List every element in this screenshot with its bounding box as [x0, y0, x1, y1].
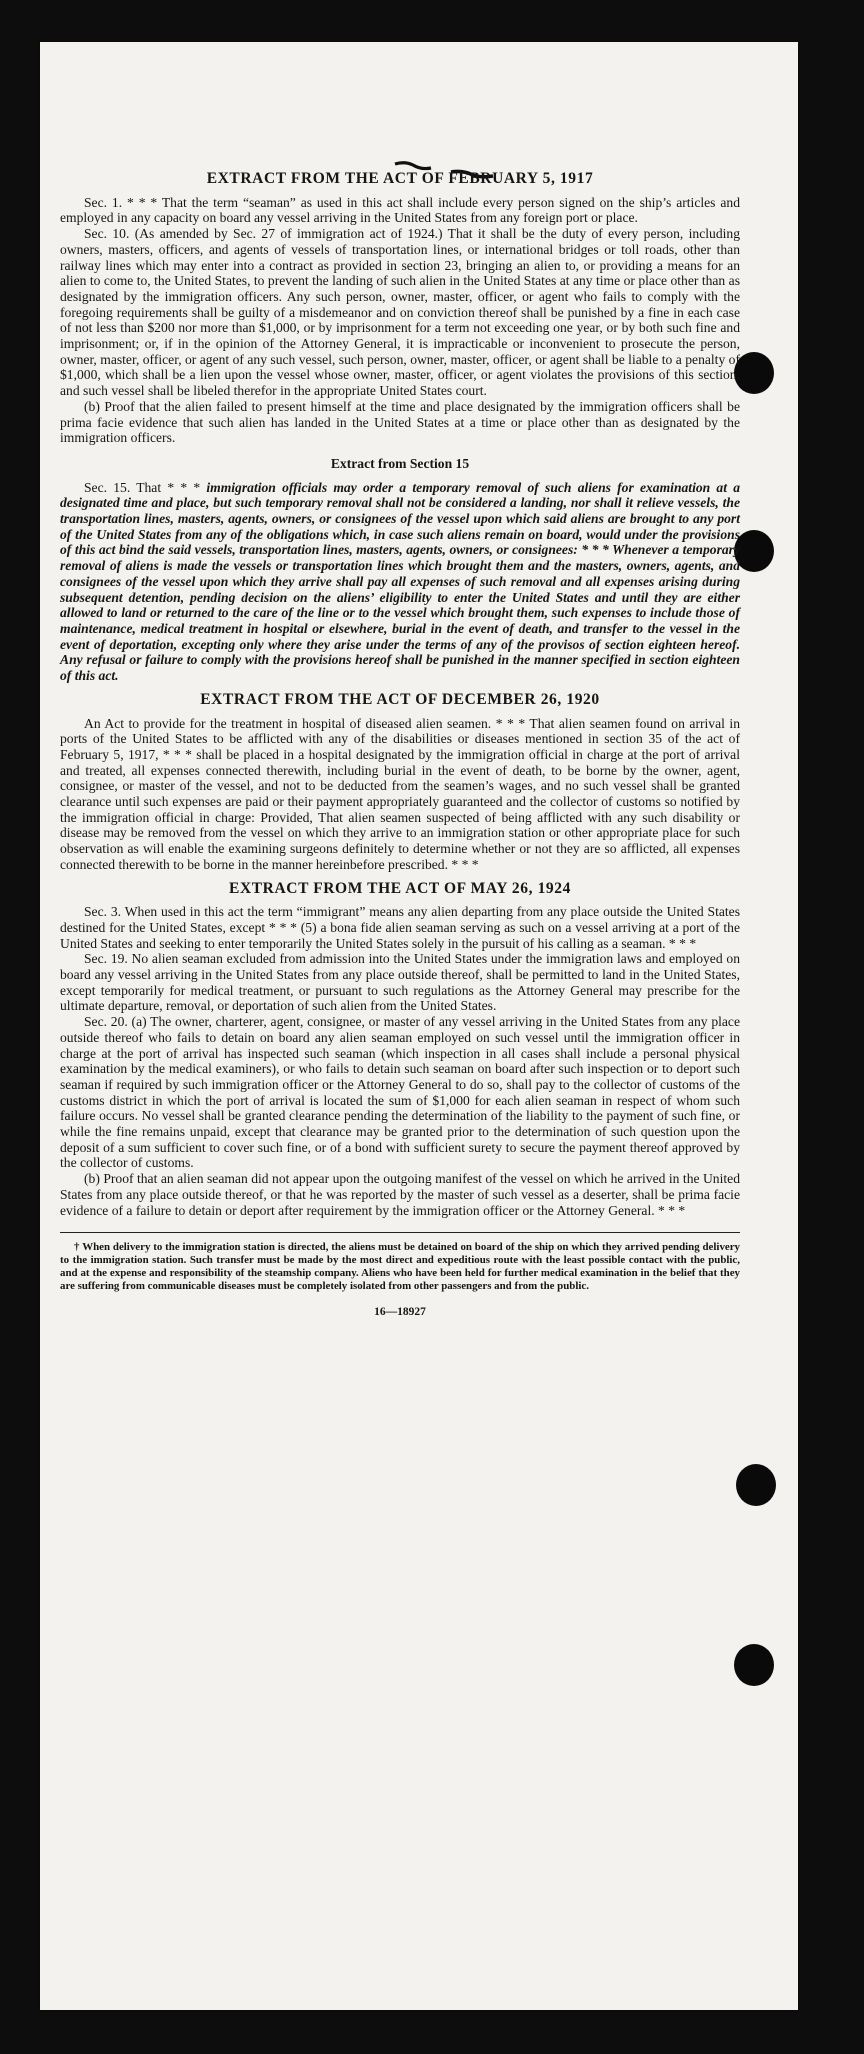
sec-15-lead: Sec. 15. That * * *	[84, 479, 207, 495]
heading-section-15: Extract from Section 15	[330, 455, 470, 471]
punch-hole	[734, 530, 774, 572]
punch-hole	[734, 352, 774, 394]
punch-hole	[734, 1644, 774, 1686]
document-text	[60, 163, 740, 1321]
paragraph-sec-20b: (b) Proof that an alien seaman did not appear upon the outgoing manifest of the vessel on which he arrived in the United States from any place outside thereof, or that he was reported by the master of such vessel as a deserter, shall be prima facie evidence of a failure to detain or deport after requirement by the immigration officer or the Attorney General. * * *	[60, 1171, 740, 1218]
heading-act-1920: EXTRACT FROM THE ACT OF DECEMBER 26, 1920	[200, 690, 600, 708]
paragraph-sec-20a: Sec. 20. (a) The owner, charterer, agent, consignee, or master of any vessel arriving in the United States from any place outside thereof who fails to detain on board any alien seaman employed on such vessel until the immigration officer in charge at the port of arrival has inspected such seaman (which inspection in all cases shall include a personal physical examination by the medical examiners), or who fails to detain such seaman on board after such inspection or to deport such seaman if required by such immigration officer or the Attorney General to do so, shall pay to the collector of customs of the customs district in which the port of arrival is located the sum of $1,000 for each alien seaman in respect of whom such failure occurs. No vessel shall be granted clearance pending the determination of the liability to the payment of such fine, or while the fine remains unpaid, except that clearance may be granted prior to the determination of such question upon the deposit of a sum sufficient to cover such fine, or of a bond with sufficient surety to secure the payment thereof approved by the collector of customs.	[60, 1014, 740, 1171]
paragraph-sec-15	[60, 480, 740, 684]
punch-hole	[736, 1464, 776, 1506]
paragraph-sec-10: Sec. 10. (As amended by Sec. 27 of immigration act of 1924.) That it shall be the duty of every person, including owners, masters, officers, and agents of vessels of transportation lines, or international bridges or toll roads, other than railway lines which may enter into a contract as provided in section 23, bringing an alien to, or providing a means for an alien to come to, the United States, to prevent the landing of such alien in the United States at any time or place other than as designated by the immigration officers. Any such person, owner, master, officer, or agent who fails to comply with the foregoing requirements shall be guilty of a misdemeanor and on conviction thereof shall be punished by a fine in each case of not less than $200 nor more than $1,000, or by imprisonment for a term not exceeding one year, or by both such fine and imprisonment; or, if in the opinion of the Attorney General, it is impracticable or inconvenient to prosecute the person, owner, master, officer, or agent of any such vessel, such person, owner, master, officer, or agent shall be liable to a penalty of $1,000, which shall be a lien upon the vessel whose owner, master, officer, or agent violates the provisions of this section, and such vessel shall be libeled therefor in the appropriate United States court.	[60, 226, 740, 399]
paragraph-sec-1: Sec. 1. * * * That the term “seaman” as used in this act shall include every person signed on the ship’s articles and employed in any capacity on board any vessel arriving in the United States from any foreign port or place.	[60, 194, 740, 226]
sec-15-italic: immigration officials may order a temporary removal of such aliens for examination at a designated time and place, but such temporary removal shall not be considered a landing, nor shall it relieve vessels, the transportation lines, masters, agents, owners, or consignees of the vessel upon which said aliens are brought to any port of the United States from any of the obligations which, in case such aliens remain on board, would under the provisions of this act bind the said vessels, transportation lines, masters, agents, owners, or consignees: * * * Whenever a temporary removal of aliens is made the vessels or transportation lines which brought them and the masters, owners, agents, and consignees of the vessel upon which they arrive shall pay all expenses of such removal and all expenses arising during subsequent detention, pending decision on the aliens’ eligibility to enter the United States and until they are either allowed to land or returned to the care of the line or to the vessel which brought them, such expenses to include those of maintenance, medical treatment in hospital or elsewhere, burial in the event of death, and transfer to the vessel in the event of deportation, excepting only where they arise under the terms of any of the provisos of section eighteen hereof. Any refusal or failure to comply with the provisions hereof shall be punished in the manner specified in section eighteen of this act.	[60, 479, 741, 684]
footnote-divider	[60, 1232, 740, 1233]
paragraph-sec-3: Sec. 3. When used in this act the term “immigrant” means any alien departing from any place outside the United States destined for the United States, except * * * (5) a bona fide alien seaman serving as such on a vessel arriving at a port of the United States and seeking to enter temporarily the United States solely in the pursuit of his calling as a seaman. * * *	[60, 904, 740, 951]
document-number: 16—18927	[374, 1305, 426, 1318]
heading-act-1924: EXTRACT FROM THE ACT OF MAY 26, 1924	[229, 879, 571, 897]
heading-act-1917: EXTRACT FROM THE ACT OF FEBRUARY 5, 1917	[206, 170, 594, 187]
paragraph-sec-19: Sec. 19. No alien seaman excluded from admission into the United States under the immigration laws and employed on board any vessel arriving in the United States from any place outside thereof, shall be permitted to land in the United States, except temporarily for medical treatment, or pursuant to such regulations as the Attorney General may prescribe for the ultimate departure, removal, or deportation of such alien from the United States.	[60, 951, 740, 1014]
paragraph-act-1920: An Act to provide for the treatment in hospital of diseased alien seamen. * * * That alien seamen found on arrival in ports of the United States to be afflicted with any of the disabilities or diseases mentioned in section 35 of the act of February 5, 1917, * * * shall be placed in a hospital designated by the immigration official in charge at the port of arrival and treated, all expenses connected therewith, including burial in the event of death, to be borne by the owner, agent, consignee, or master of the vessel, and not to be deducted from the seamen’s wages, and no such vessel shall be granted clearance until such expenses are paid or their payment appropriately guaranteed and the collector of customs so notified by the immigration official in charge: Provided, That alien seamen suspected of being afflicted with any such disability or disease may be removed from the vessel on which they arrive to an immigration station or other appropriate place for such observation as will enable the examining surgeons definitely to determine whether or not they are so afflicted, all expenses connected therewith to be borne in the manner hereinbefore prescribed. * * *	[60, 715, 740, 872]
paragraph-sec-10b: (b) Proof that the alien failed to present himself at the time and place designated by the immigration officers shall be prima facie evidence that such alien has landed in the United States at a time or place other than as designated by the immigration officers.	[60, 398, 740, 446]
footnote: † When delivery to the immigration station is directed, the aliens must be detained on board of the ship on which they arrived pending delivery to the immigration station. Such transfer must be made by the most direct and expeditious route with the least possible contact with the public, and at the expense and responsibility of the steamship company. Aliens who have been held for further medical examination in the belief that they are suffering from communicable diseases must be completely isolated from other passengers and from the public.	[60, 1241, 740, 1293]
